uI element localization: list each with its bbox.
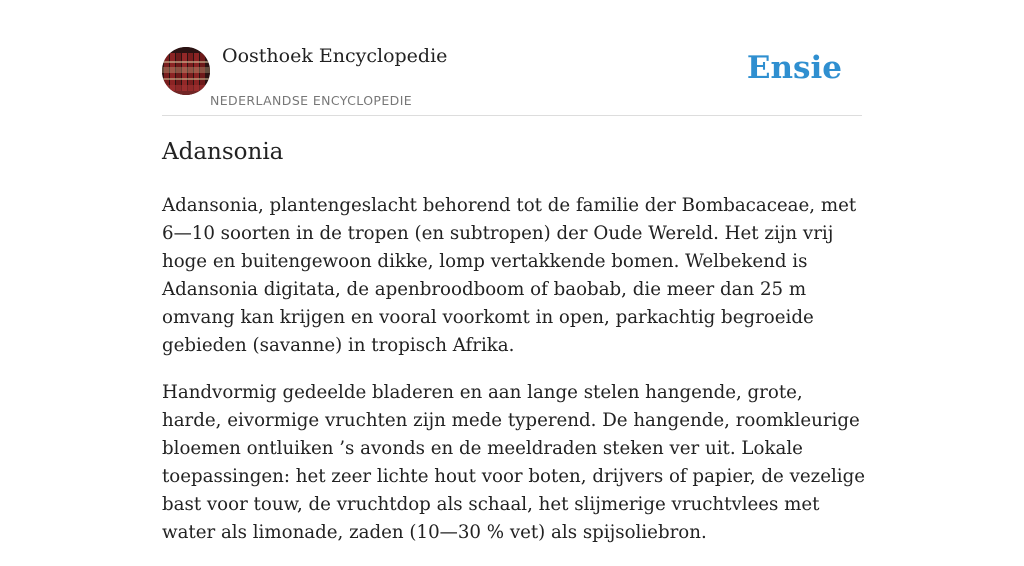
encyclopedia-books-avatar-icon[interactable] (162, 47, 210, 95)
page-container (162, 0, 866, 543)
article-paragraph: Adansonia, plantengeslacht behorend tot de familie der Bombacaceae, met 6—10 soorten in de tropen (en subtropen) der Oude Wereld. Het zijn vrij hoge en buitengewoon dikke, lomp vertakkende bomen. Welbekend is Adansonia digitata, de apenbroodboom of baobab, die meer dan 25 m omvang kan krijgen en vooral voorkomt in open, parkachtig begroeide gebieden (savanne) in tropisch Afrika. (162, 195, 857, 356)
site-subtitle: NEDERLANDSE ENCYCLOPEDIE (210, 93, 413, 108)
article-body (162, 192, 867, 566)
site-title[interactable]: Oosthoek Encyclopedie (222, 45, 448, 67)
article-paragraph: Handvormig gedeelde bladeren en aan lange stelen hangende, grote, harde, eivormige vruchten zijn mede typerend. De hangende, roomkleurige bloemen ontluiken ’s avonds en de meeldraden steken ver uit. Lokale toepassingen: het zeer lichte hout voor boten, drijvers of papier, de vezelige bast voor touw, de vruchtdop als schaal, het slijmerige vruchtvlees met water als limonade, zaden (10—30 % vet) als spijsoliebron. (162, 382, 866, 543)
article-title: Adansonia (162, 139, 284, 165)
ensie-logo-link[interactable]: Ensie (746, 50, 842, 86)
site-header (162, 0, 862, 116)
